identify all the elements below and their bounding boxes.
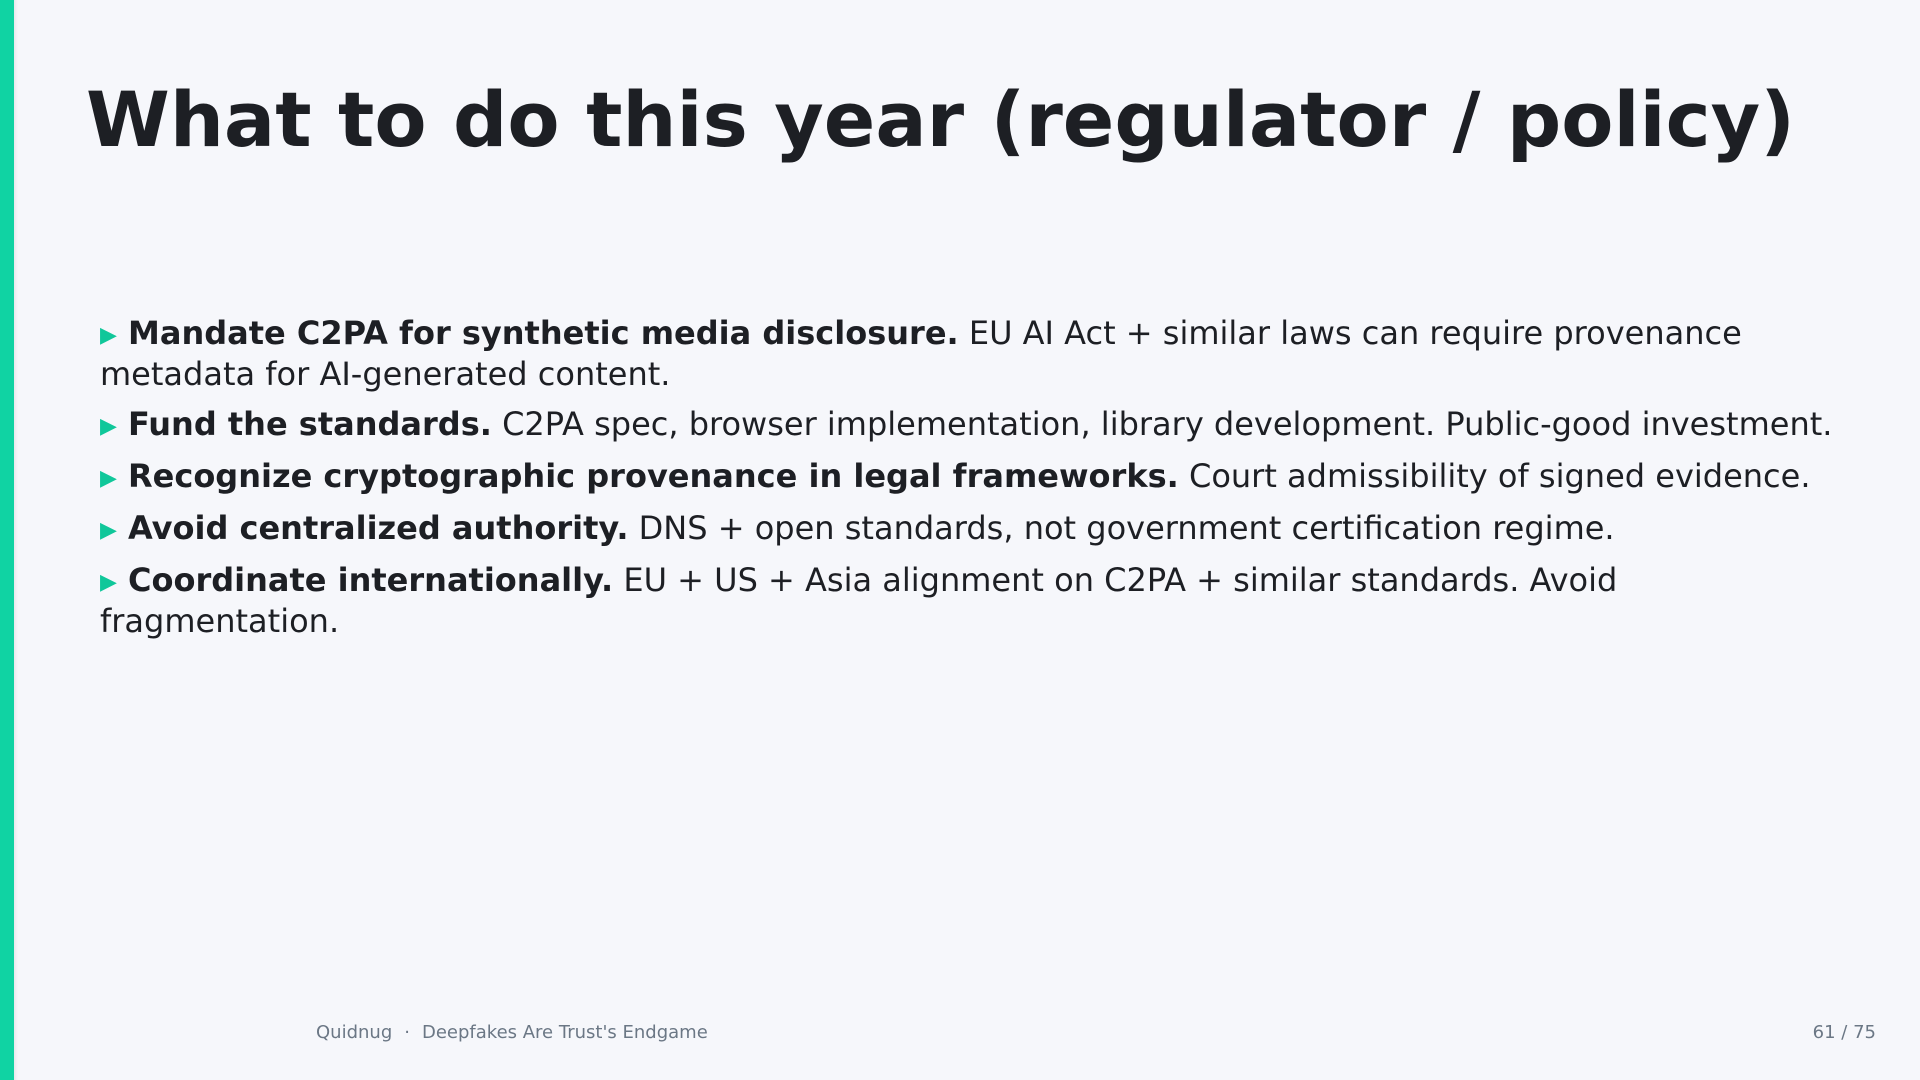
triangle-right-icon: ▶ xyxy=(100,414,117,439)
accent-bar xyxy=(0,0,14,1080)
bullet-text: DNS + open standards, not government certification regime. xyxy=(638,509,1615,547)
bullet-text: Court admissibility of signed evidence. xyxy=(1188,457,1811,495)
triangle-right-icon: ▶ xyxy=(100,323,117,348)
bullet-lead: Avoid centralized authority. xyxy=(128,509,629,547)
footer-brand: Quidnug xyxy=(316,1022,393,1043)
bullet-lead: Mandate C2PA for synthetic media disclosure. xyxy=(128,314,959,352)
bullet-lead: Coordinate internationally. xyxy=(128,561,614,599)
footer-deck-title: Deepfakes Are Trust's Endgame xyxy=(421,1022,708,1043)
bullet-item xyxy=(100,457,1860,498)
bullet-text: EU AI Act + similar laws can require provenance metadata for AI-generated content. xyxy=(100,314,1742,393)
triangle-right-icon: ▶ xyxy=(100,570,117,595)
bullet-item xyxy=(100,405,1860,446)
bullet-item xyxy=(100,509,1860,550)
slide-title: What to do this year (regulator / policy) xyxy=(86,75,1795,164)
footer-deck-info xyxy=(316,1022,708,1043)
bullet-text: EU + US + Asia alignment on C2PA + similar standards. Avoid fragmentation. xyxy=(100,561,1618,640)
bullet-item xyxy=(100,314,1860,394)
triangle-right-icon: ▶ xyxy=(100,466,117,491)
bullet-text: C2PA spec, browser implementation, library development. Public-good investment. xyxy=(502,405,1833,443)
bullet-lead: Fund the standards. xyxy=(128,405,492,443)
page-indicator: 61 / 75 xyxy=(1812,1022,1876,1043)
bullet-list xyxy=(100,314,1860,652)
triangle-right-icon: ▶ xyxy=(100,518,117,543)
bullet-item xyxy=(100,561,1860,641)
bullet-lead: Recognize cryptographic provenance in legal frameworks. xyxy=(128,457,1179,495)
footer-separator: · xyxy=(404,1022,410,1043)
